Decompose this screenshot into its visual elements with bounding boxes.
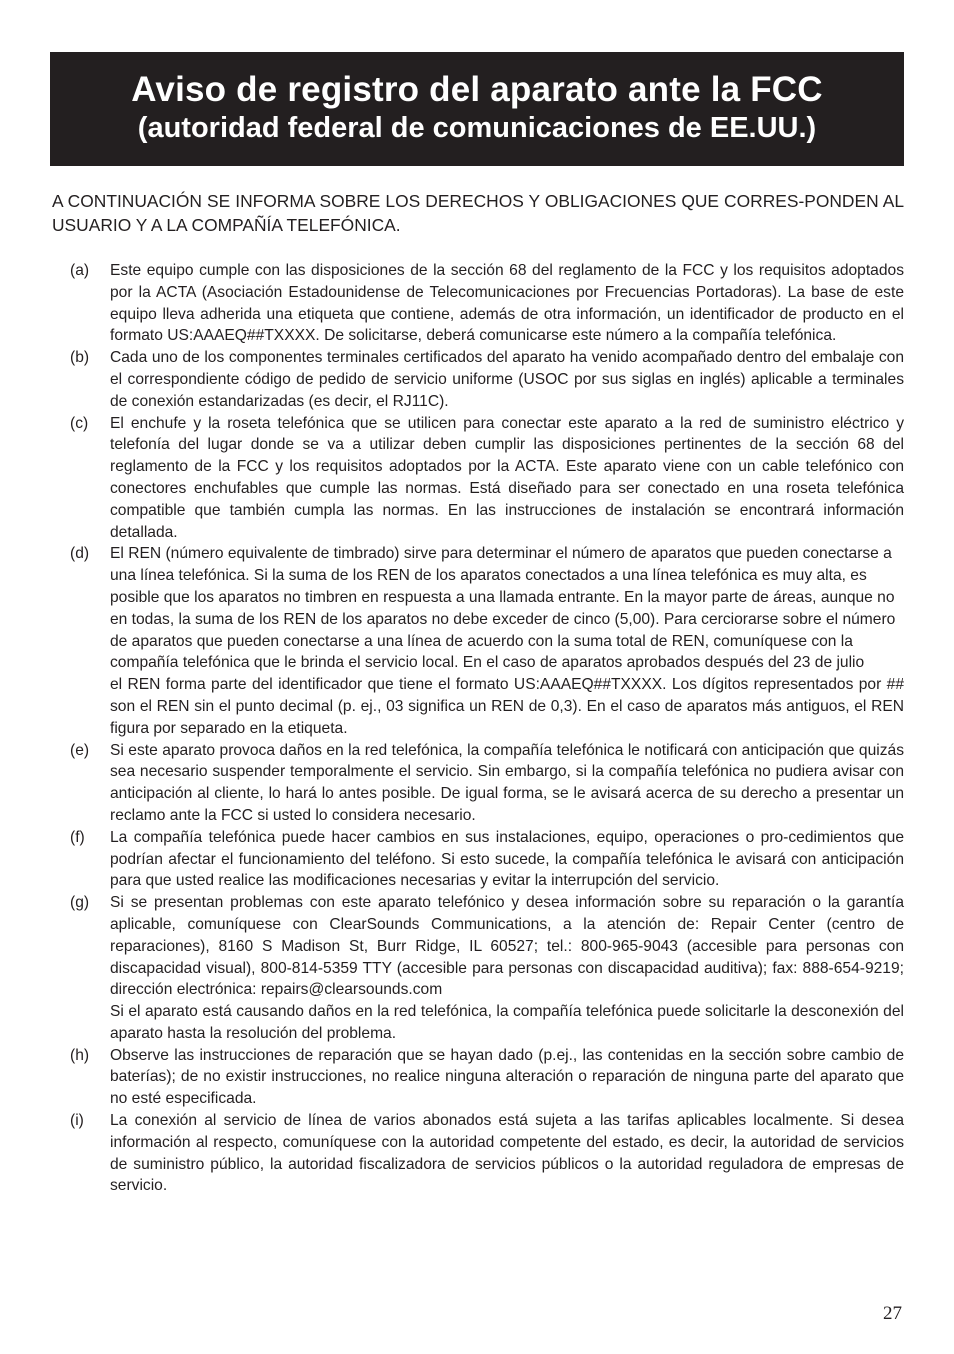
list-item-h [52,1045,904,1110]
item-label: (h) [70,1046,90,1064]
list-item-c [52,413,904,544]
item-label: (d) [70,545,90,563]
list-item-i [52,1110,904,1197]
list-item-g [52,892,904,1045]
item-text: El enchufe y la roseta telefónica que se utilicen para conectar este aparato a la red de suministro eléctrico y telefonía del lugar donde se va a utilizar deben cumplir las disposiciones pertinentes de la sección 68 del reglamento de la FCC y los requisitos adoptados por la ACTA. Este aparato viene con un cable telefónico con conectores enchufables que cumple las normas. Está diseñado para ser conectado en una roseta telefónica compatible que también cumpla las normas. En las instrucciones de instalación se encontrará información detallada. [110,414,904,541]
item-label: (f) [70,828,85,846]
item-text: La compañía telefónica puede hacer cambios en sus instalaciones, equipo, operaciones o pro-cedimientos que podrían afectar el funcionamiento del teléfono. Si esto sucede, la compañía telefónica le avisará con anticipación para que usted realice las modificaciones necesarias y evitar la interrupción del servicio. [110,828,904,890]
list-item-b [52,347,904,412]
page-title: Aviso de registro del aparato ante la FCC [131,70,823,109]
list-item-f [52,827,904,892]
item-list [52,260,904,1197]
list-item-d [52,543,904,739]
title-banner [50,52,904,166]
page-number: 27 [883,1303,902,1324]
page-subtitle: (autoridad federal de comunicaciones de EE.UU.) [137,112,817,144]
item-label: (e) [70,741,90,759]
item-label: (c) [70,414,89,432]
item-text: Cada uno de los componentes terminales certificados del aparato ha venido acompañado dentro del embalaje con el correspondiente código de pedido de servicio uniforme (USOC por sus siglas en inglés) aplicable a terminales de conexión estandarizadas (es decir, el RJ11C). [110,349,904,410]
item-text-continued: Si el aparato está causando daños en la red telefónica, la compañía telefónica puede solicitarle la desconexión del aparato hasta la resolución del problema. [110,1003,904,1042]
item-text: Este equipo cumple con las disposiciones de la sección 68 del reglamento de la FCC y los requisitos adoptados por la ACTA (Asociación Estadounidense de Telecomunicaciones por Frecuencias Portadoras). La base de este equipo lleva adherida una etiqueta que contiene, además de otra información, un identificador de producto en el formato US:AAAEQ##TXXXX. De solicitarse, deberá comunicarse este número a la compañía telefónica. [110,262,904,345]
item-text: Si este aparato provoca daños en la red telefónica, la compañía telefónica le notificará con anticipación que quizás sea necesario suspender temporalmente el servicio. Sin embargo, si la compañía telefónica no pudiera avisar con anticipación al cliente, lo hará lo antes posible. De igual forma, se le avisará acerca de su derecho a presentar un reclamo ante la FCC si usted lo considera necesario. [110,741,904,824]
intro-paragraph: A CONTINUACIÓN SE INFORMA SOBRE LOS DERECHOS Y OBLIGACIONES QUE CORRES-PONDEN AL USUARIO Y A LA COMPAÑÍA TELEFÓNICA. [52,191,904,235]
item-text: Si se presentan problemas con este aparato telefónico y desea información sobre su reparación o la garantía aplicable, comuníquese con ClearSounds Communications, a la atención de: Repair Center (centro de reparaciones), 8160 S Madison St, Burr Ridge, IL 60527; tel.: 800-965-9043 (accesible para personas con discapacidad visual), 800-814-5359 TTY (accesible para personas con discapacidad auditiva); fax: 888-654-9219; dirección electrónica: repairs@clearsounds.com [110,894,904,999]
item-text: La conexión al servicio de línea de varios abonados está sujeta a las tarifas aplicables localmente. Si desea información al respecto, comuníquese con la autoridad competente del estado, es decir, la autoridad de servicios de suministro público, la autoridad fiscalizadora de servicios públicos o la autoridad reguladora de empresas de servicio. [110,1112,904,1195]
item-text: Observe las instrucciones de reparación que se hayan dado (p.ej., las contenidas en la sección sobre cambio de baterías); de no existir instrucciones, no realice ninguna alteración o reparación de ninguna parte del aparato que no esté especificada. [110,1046,904,1108]
item-label: (g) [70,894,90,912]
item-label: (a) [70,262,90,279]
list-item-e [52,740,904,827]
item-text-continued: el REN forma parte del identificador que tiene el formato US:AAAEQ##TXXXX. Los dígitos representados por ## son el REN sin el punto decimal (p. ej., 03 significa un REN de 0,3). En el caso de aparatos más antiguos, el REN figura por separado en la etiqueta. [110,676,904,737]
item-text: El REN (número equivalente de timbrado) sirve para determinar el número de aparatos que pueden conectarse a una línea telefónica. Si la suma de los REN de los aparatos conectados a una línea telefónica es muy alta, es posible que los aparatos no timbren en respuesta a una llamada entrante. En la mayor parte de áreas, aunque no en todas, la suma de los REN de los aparatos no debe exceder de cinco (5,00). Para cerciorarse sobre el número de aparatos que pueden conectarse a una línea de acuerdo con la suma total de REN, comuníquese con la compañía telefónica que le brinda el servicio local. En el caso de aparatos aprobados después del 23 de julio [110,545,896,672]
item-label: (b) [70,349,90,367]
item-label: (i) [70,1112,84,1130]
list-item-a [52,260,904,347]
